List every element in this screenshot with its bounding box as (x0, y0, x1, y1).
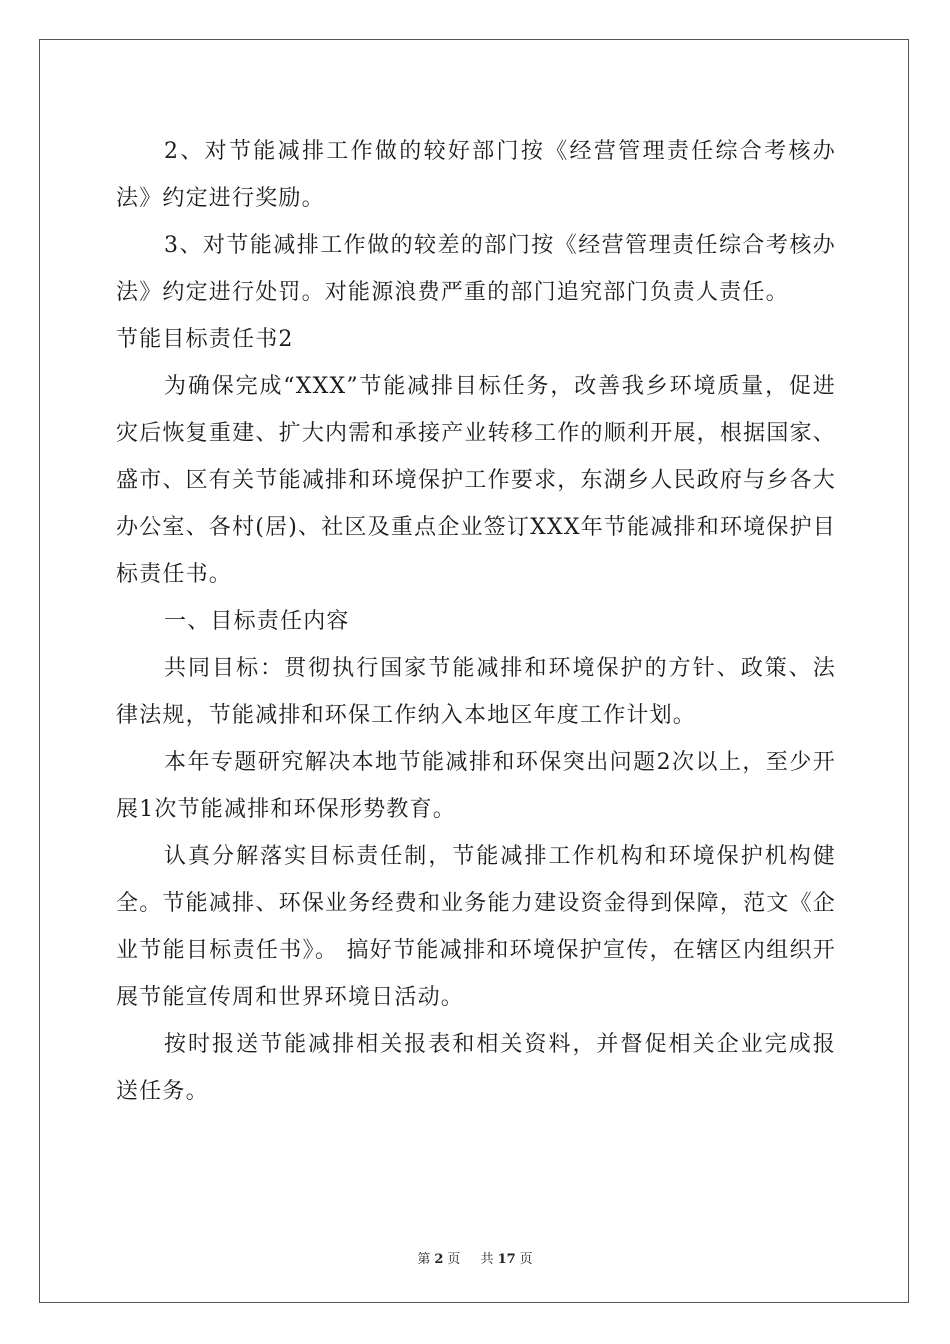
page-prefix: 第 (417, 1252, 431, 1267)
total-pages: 17 (497, 1252, 516, 1267)
section-title: 节能目标责任书2 (116, 327, 294, 352)
paragraph: 2、对节能减排工作做的较好部门按《经营管理责任综合考核办法》约定进行奖励。 (116, 139, 836, 211)
total-suffix: 页 (519, 1252, 533, 1267)
paragraph: 按时报送节能减排相关报表和相关资料，并督促相关企业完成报送任务。 (116, 1032, 836, 1104)
section-heading: 一、目标责任内容 (164, 609, 350, 634)
page-suffix: 页 (447, 1252, 461, 1267)
paragraph: 3、对节能减排工作做的较差的部门按《经营管理责任综合考核办法》约定进行处罚。对能源浪费严重的部门追究部门负责人责任。 (116, 233, 836, 305)
paragraph: 本年专题研究解决本地节能减排和环保突出问题2次以上，至少开展1次节能减排和环保形势教育。 (116, 750, 836, 822)
total-pages-indicator (477, 1252, 537, 1267)
paragraph: 认真分解落实目标责任制，节能减排工作机构和环境保护机构健全。节能减排、环保业务经费和业务能力建设资金得到保障，范文《企业节能目标责任书》。 搞好节能减排和环境保护宣传，在辖区内组织开展节能宣传周和世界环境日活动。 (116, 844, 836, 1010)
paragraph: 为确保完成“XXX”节能减排目标任务，改善我乡环境质量，促进灾后恢复重建、扩大内需和承接产业转移工作的顺利开展，根据国家、盛市、区有关节能减排和环境保护工作要求，东湖乡人民政府与乡各大办公室、各村(居)、社区及重点企业签订XXX年节能减排和环境保护目标责任书。 (116, 374, 836, 587)
page-number: 2 (434, 1252, 444, 1267)
current-page-indicator (413, 1252, 464, 1267)
document-body (116, 128, 836, 1115)
paragraph: 共同目标：贯彻执行国家节能减排和环境保护的方针、政策、法律法规，节能减排和环保工作纳入本地区年度工作计划。 (116, 656, 836, 728)
page-footer (0, 1248, 950, 1267)
total-prefix: 共 (480, 1252, 494, 1267)
